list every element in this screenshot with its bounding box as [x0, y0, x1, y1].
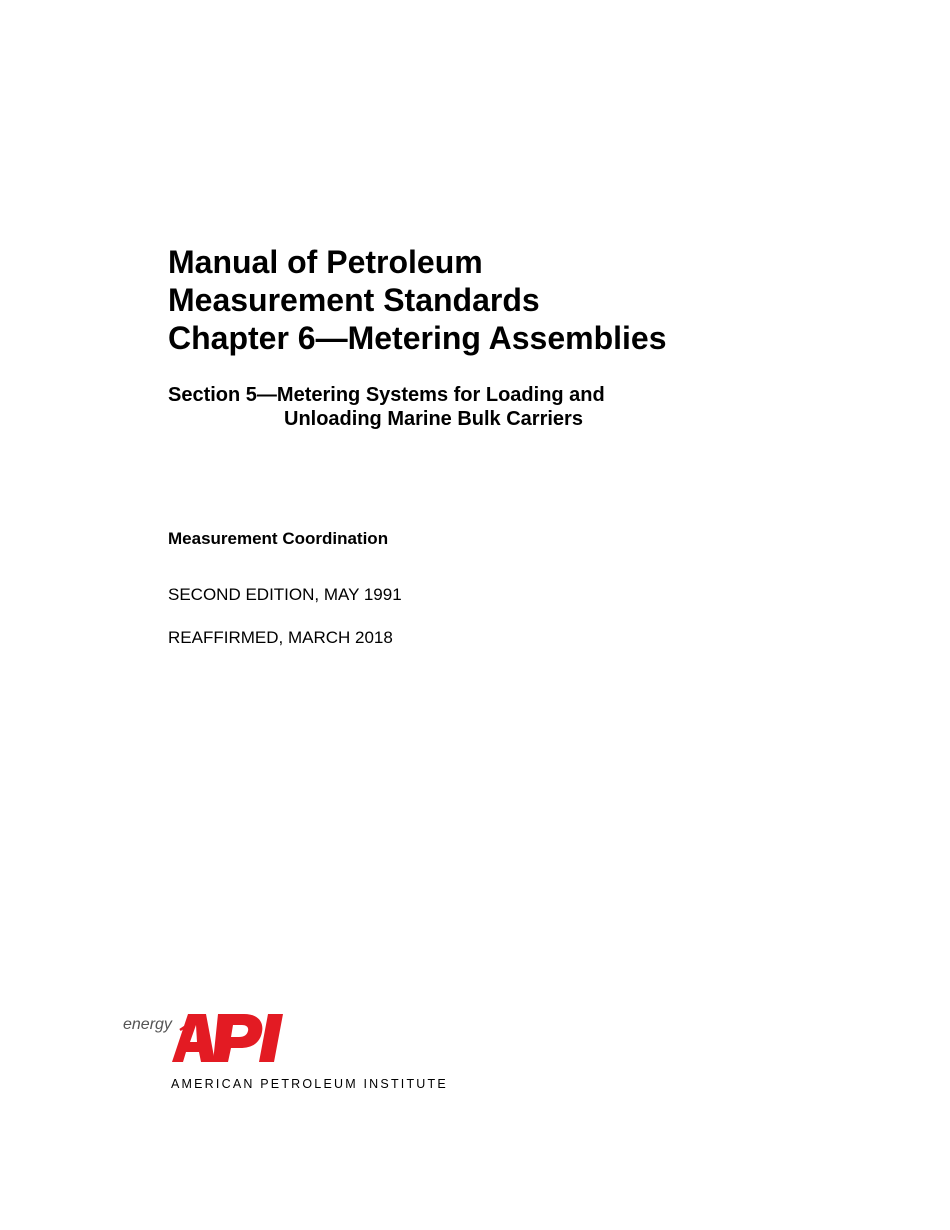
document-title [168, 243, 888, 357]
api-logo [122, 1008, 448, 1098]
section-line-2: Unloading Marine Bulk Carriers [284, 408, 583, 430]
coordination-label: Measurement Coordination [168, 529, 389, 548]
title-line-3: Chapter 6—Metering Assemblies [168, 320, 667, 356]
title-line-1: Manual of Petroleum [168, 244, 483, 280]
section-heading [168, 383, 868, 431]
section-line-1: Section 5—Metering Systems for Loading and [168, 384, 605, 406]
api-logo-icon [122, 1008, 442, 1070]
registered-mark: ® [263, 1052, 270, 1062]
title-line-2: Measurement Standards [168, 282, 540, 318]
edition-text: SECOND EDITION, MAY 1991 [168, 585, 402, 604]
logo-name: AMERICAN PETROLEUM INSTITUTE [171, 1077, 448, 1091]
logo-tagline: energy [123, 1016, 172, 1033]
reaffirmed-text: REAFFIRMED, MARCH 2018 [168, 628, 393, 647]
